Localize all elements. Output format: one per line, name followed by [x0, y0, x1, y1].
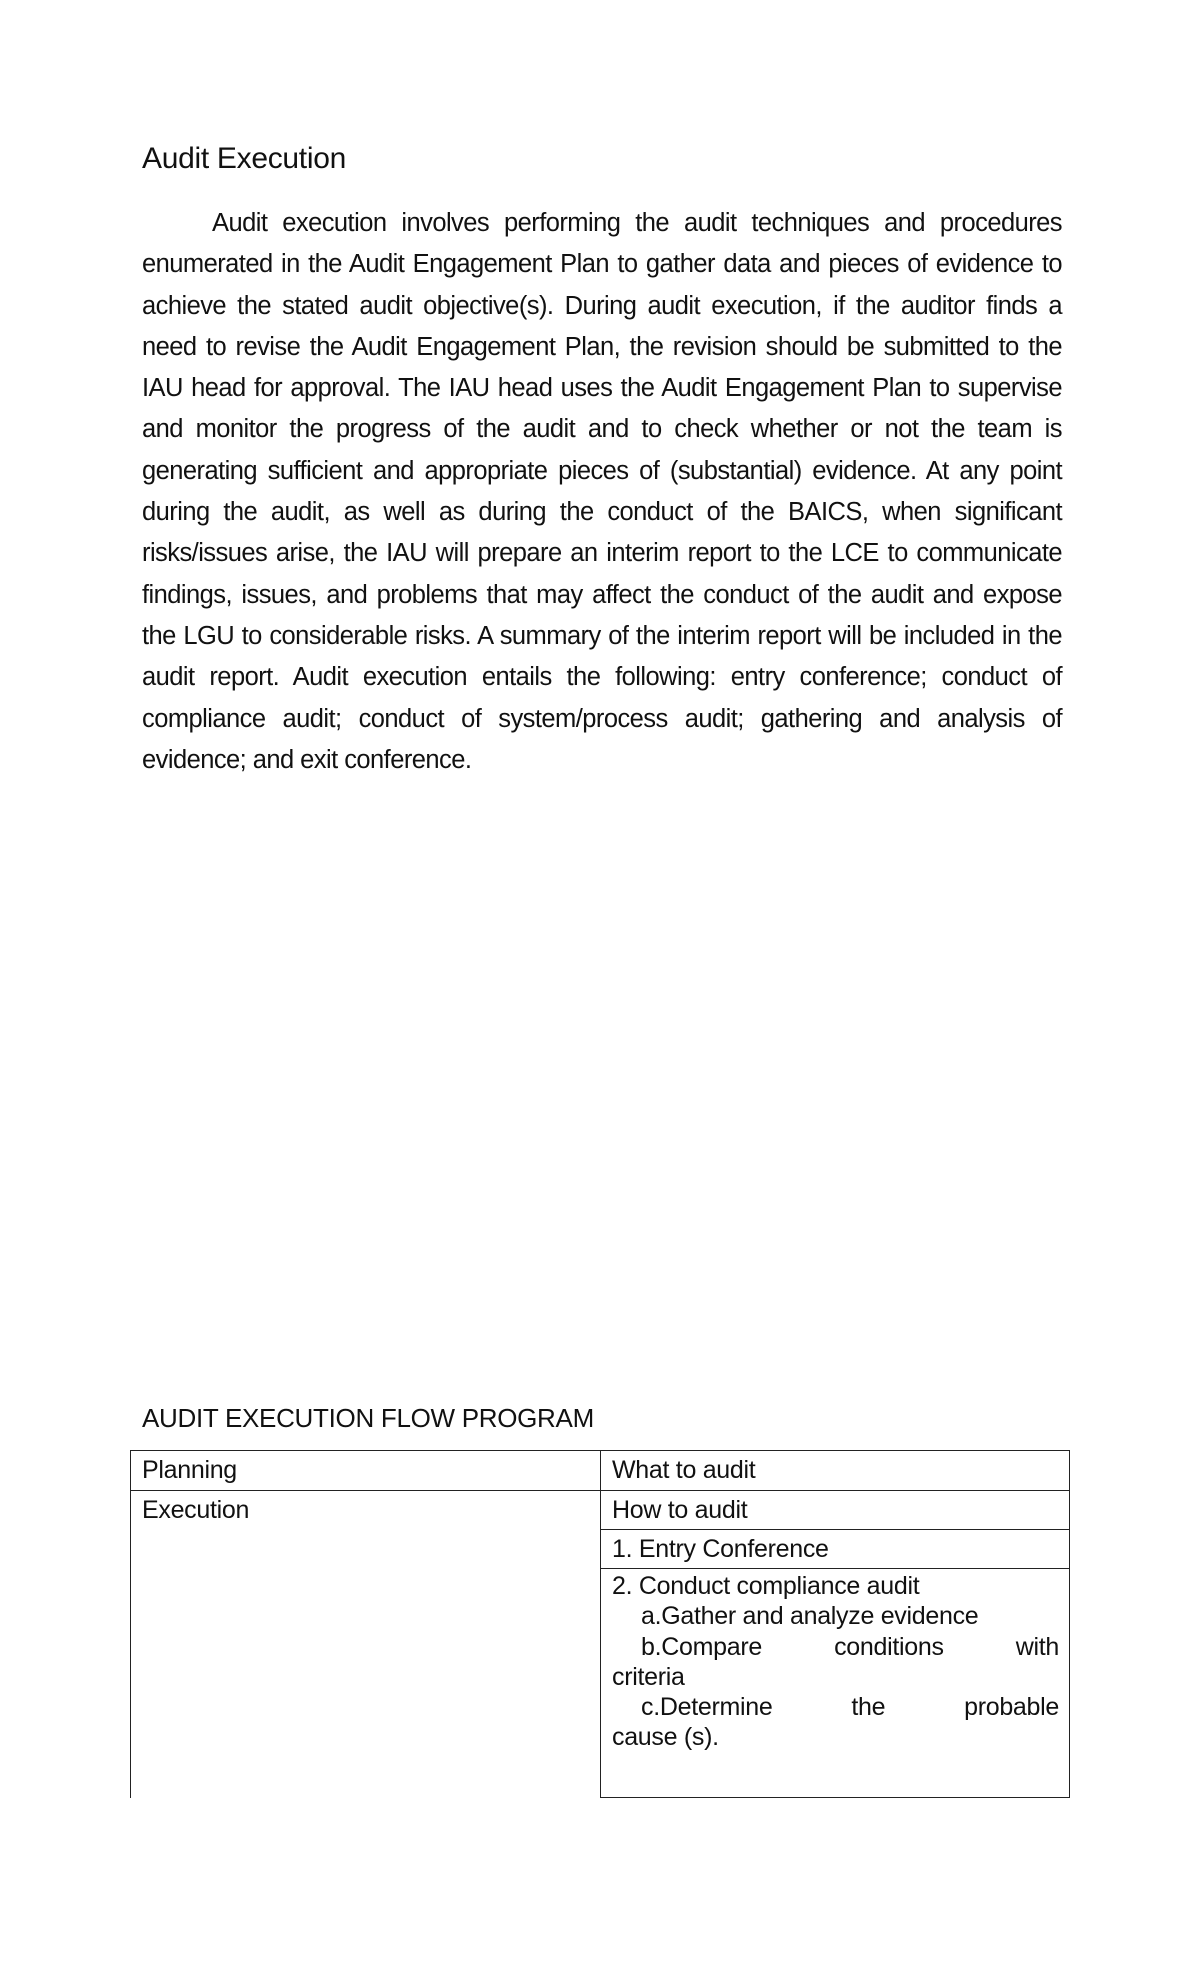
section-heading: Audit Execution [142, 142, 346, 175]
substep-a: a.Gather and analyze evidence [641, 1602, 979, 1631]
table-cell-description: How to audit [600, 1490, 1070, 1529]
table-cell-phase: Planning [130, 1450, 600, 1490]
body-paragraph: Audit execution involves performing the audit techniques and procedures enumerated in the Audit Engagement Plan to gather data and pieces of evidence to achieve the stated audit objective(s). During audit execution, if the auditor finds a need to revise the Audit Engagement Plan, the revision should be submitted to the IAU head for approval. The IAU head uses the Audit Engagement Plan to supervise and monitor the progress of the audit and to check whether or not the team is generating sufficient and appropriate pieces of (substantial) evidence. At any point during the audit, as well as during the conduct of the BAICS, when significant risks/issues arise, the IAU will prepare an interim report to the LCE to communicate findings, issues, and problems that may affect the conduct of the audit and expose the LGU to considerable risks. A summary of the interim report will be included in the audit report. Audit execution entails the following: entry conference; conduct of compliance audit; conduct of system/process audit; gathering and analysis of evidence; and exit conference. [142, 209, 1062, 774]
substep-b-cont: criteria [612, 1662, 685, 1691]
step-label: 2. Conduct compliance audit [612, 1572, 920, 1600]
table-cell-step [600, 1568, 1070, 1798]
substep-c-cont: cause (s). [612, 1723, 719, 1752]
table-cell-step: 1. Entry Conference [600, 1529, 1070, 1568]
substep-c: c.Determine the probable [641, 1693, 1059, 1722]
table-title: AUDIT EXECUTION FLOW PROGRAM [142, 1403, 594, 1433]
table-cell-description: What to audit [600, 1450, 1070, 1490]
table-cell-phase: Execution [130, 1490, 600, 1798]
substep-b: b.Compare conditions with [641, 1632, 1059, 1661]
